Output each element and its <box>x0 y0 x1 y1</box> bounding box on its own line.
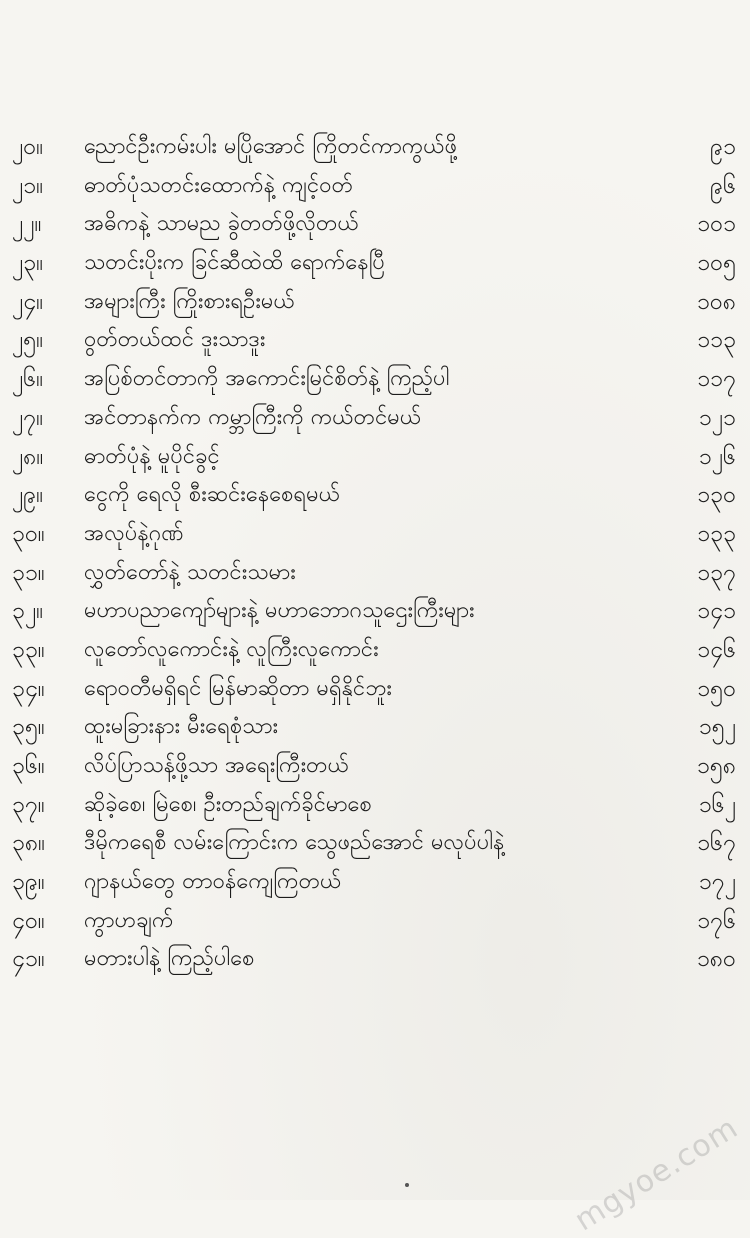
chapter-number: ၂၀။ <box>12 134 44 160</box>
toc-entry[interactable] <box>0 595 750 634</box>
toc-entry[interactable] <box>0 324 750 363</box>
toc-entry[interactable] <box>0 866 750 905</box>
page-number: ၁၁၇ <box>697 366 736 393</box>
chapter-title: ကွာဟချက် <box>84 907 174 933</box>
chapter-title: လွှတ်တော်နဲ့ သတင်းသမား <box>84 559 296 585</box>
page-number: ၁၁၃ <box>697 327 736 354</box>
table-of-contents <box>0 131 750 982</box>
chapter-title: အလုပ်နဲ့ဂုဏ် <box>84 520 184 546</box>
page-number: ၁၈၀ <box>696 946 736 973</box>
page-number: ၁၀၁ <box>697 211 736 238</box>
chapter-title: လိပ်ပြာသန့်ဖို့သာ အရေးကြီးတယ် <box>84 753 349 778</box>
chapter-number: ၂၁။ <box>12 172 44 199</box>
chapter-number: ၃၉။ <box>12 869 45 896</box>
toc-entry[interactable] <box>0 943 750 982</box>
toc-entry[interactable] <box>0 673 750 712</box>
page-number: ၁၀၅ <box>697 250 736 277</box>
chapter-number: ၂၉။ <box>12 482 44 509</box>
chapter-title: ဆိုခဲ့စေ၊ မြဲစေ၊ ဦးတည်ချက်ခိုင်မာစေ <box>84 791 372 817</box>
chapter-number: ၃၈။ <box>12 830 46 857</box>
chapter-title: ဝွတ်တယ်ထင် ဒူးသာဒူး <box>84 327 266 353</box>
chapter-title: ညောင်ဦးကမ်းပါး မပြိုအောင် ကြိုတင်ကာကွယ်ဖို့ <box>84 134 458 159</box>
page-number: ၁၇၆ <box>697 907 736 934</box>
toc-entry[interactable] <box>0 479 750 518</box>
page-number: ၁၂၆ <box>698 443 736 470</box>
toc-entry[interactable] <box>0 557 750 596</box>
page-number: ၁၀၈ <box>696 288 736 315</box>
chapter-title: ငွေကို ရေလို စီးဆင်းနေစေရမယ် <box>84 482 341 508</box>
chapter-number: ၂၂။ <box>12 211 42 238</box>
chapter-title: အဓိကနဲ့ သာမည ခွဲတတ်ဖို့လိုတယ် <box>84 211 359 237</box>
chapter-number: ၄၀။ <box>12 907 45 934</box>
page-number: ၁၄၁ <box>697 598 736 625</box>
page-number: ၁၃၃ <box>697 520 736 547</box>
toc-entry[interactable] <box>0 789 750 828</box>
chapter-number: ၃၂။ <box>12 598 44 625</box>
watermark: mgyoe.com <box>568 1110 744 1238</box>
page-number: ၁၅၈ <box>696 753 736 779</box>
chapter-number: ၂၈။ <box>12 443 44 470</box>
toc-entry[interactable] <box>0 208 750 247</box>
chapter-title: အပြစ်တင်တာကို အကောင်းမြင်စိတ်နဲ့ ကြည့်ပါ <box>84 366 450 392</box>
chapter-number: ၃၄။ <box>12 675 45 702</box>
page-number: ၁၅၂ <box>698 714 736 741</box>
page-number: ၉၁ <box>710 134 736 160</box>
toc-entry[interactable] <box>0 827 750 866</box>
chapter-number: ၄၁။ <box>12 946 45 973</box>
chapter-number: ၂၅။ <box>12 327 44 354</box>
chapter-title: သတင်းပိုးက ခြင်ဆီထဲထိ ရောက်နေပြီ <box>84 250 385 276</box>
toc-entry[interactable] <box>0 363 750 402</box>
chapter-title: ဂျာနယ်တွေ တာဝန်ကျေကြတယ် <box>84 869 342 895</box>
chapter-title: အများကြီး ကြိုးစားရဦးမယ် <box>84 288 295 314</box>
page-number: ၁၄၆ <box>697 636 736 663</box>
page-number: ၁၇၂ <box>698 869 736 896</box>
toc-entry[interactable] <box>0 441 750 480</box>
chapter-number: ၂၇။ <box>12 404 44 431</box>
chapter-number: ၃၀။ <box>12 520 45 547</box>
toc-entry[interactable] <box>0 634 750 673</box>
toc-entry[interactable] <box>0 750 750 789</box>
chapter-title: ဒီမိုကရေစီ လမ်းကြောင်းက သွေဖည်အောင် မလုပ်ပါနဲ့ <box>84 830 505 856</box>
page-number: ၁၂၁ <box>698 404 736 431</box>
chapter-number: ၃၃။ <box>12 636 45 663</box>
chapter-number: ၂၄။ <box>12 288 44 315</box>
chapter-title: မဟာပညာကျော်များနဲ့ မဟာဘောဂသူဌေးကြီးများ <box>84 598 475 624</box>
page-mark-dot <box>405 1183 409 1187</box>
chapter-number: ၃၆။ <box>12 753 45 779</box>
toc-entry[interactable] <box>0 402 750 441</box>
page-number: ၁၆၂ <box>698 791 736 818</box>
toc-entry[interactable] <box>0 518 750 557</box>
chapter-number: ၃၇။ <box>12 791 45 818</box>
toc-entry[interactable] <box>0 247 750 286</box>
page-number: ၉၆ <box>710 172 736 199</box>
page-number: ၁၆၇ <box>697 830 736 857</box>
toc-entry[interactable] <box>0 286 750 325</box>
chapter-number: ၂၃။ <box>12 250 44 277</box>
toc-entry[interactable] <box>0 905 750 944</box>
chapter-title: ရောဝတီမရှိရင် မြန်မာဆိုတာ မရှိနိုင်ဘူး <box>84 675 392 701</box>
page-number: ၁၅၀ <box>697 675 736 702</box>
chapter-title: အင်တာနက်က ကမ္ဘာကြီးကို ကယ်တင်မယ် <box>84 404 422 430</box>
toc-entry[interactable] <box>0 170 750 209</box>
toc-entry[interactable] <box>0 131 750 170</box>
page-number: ၁၃၀ <box>697 482 736 509</box>
chapter-title: ထူးမခြားနား မီးရေစုံသား <box>84 714 279 740</box>
page-number: ၁၃၇ <box>697 559 736 586</box>
toc-entry[interactable] <box>0 711 750 750</box>
chapter-title: ဓာတ်ပုံသတင်းထောက်နဲ့ ကျင့်ဝတ် <box>84 172 354 198</box>
chapter-number: ၃၅။ <box>12 714 45 741</box>
chapter-number: ၃၁။ <box>12 559 45 586</box>
chapter-title: လူတော်လူကောင်းနဲ့ လူကြီးလူကောင်း <box>84 636 379 662</box>
chapter-title: မတားပါနဲ့ ကြည့်ပါစေ <box>84 946 255 972</box>
chapter-title: ဓာတ်ပုံနဲ့ မူပိုင်ခွင့် <box>84 443 220 469</box>
chapter-number: ၂၆။ <box>12 366 44 393</box>
